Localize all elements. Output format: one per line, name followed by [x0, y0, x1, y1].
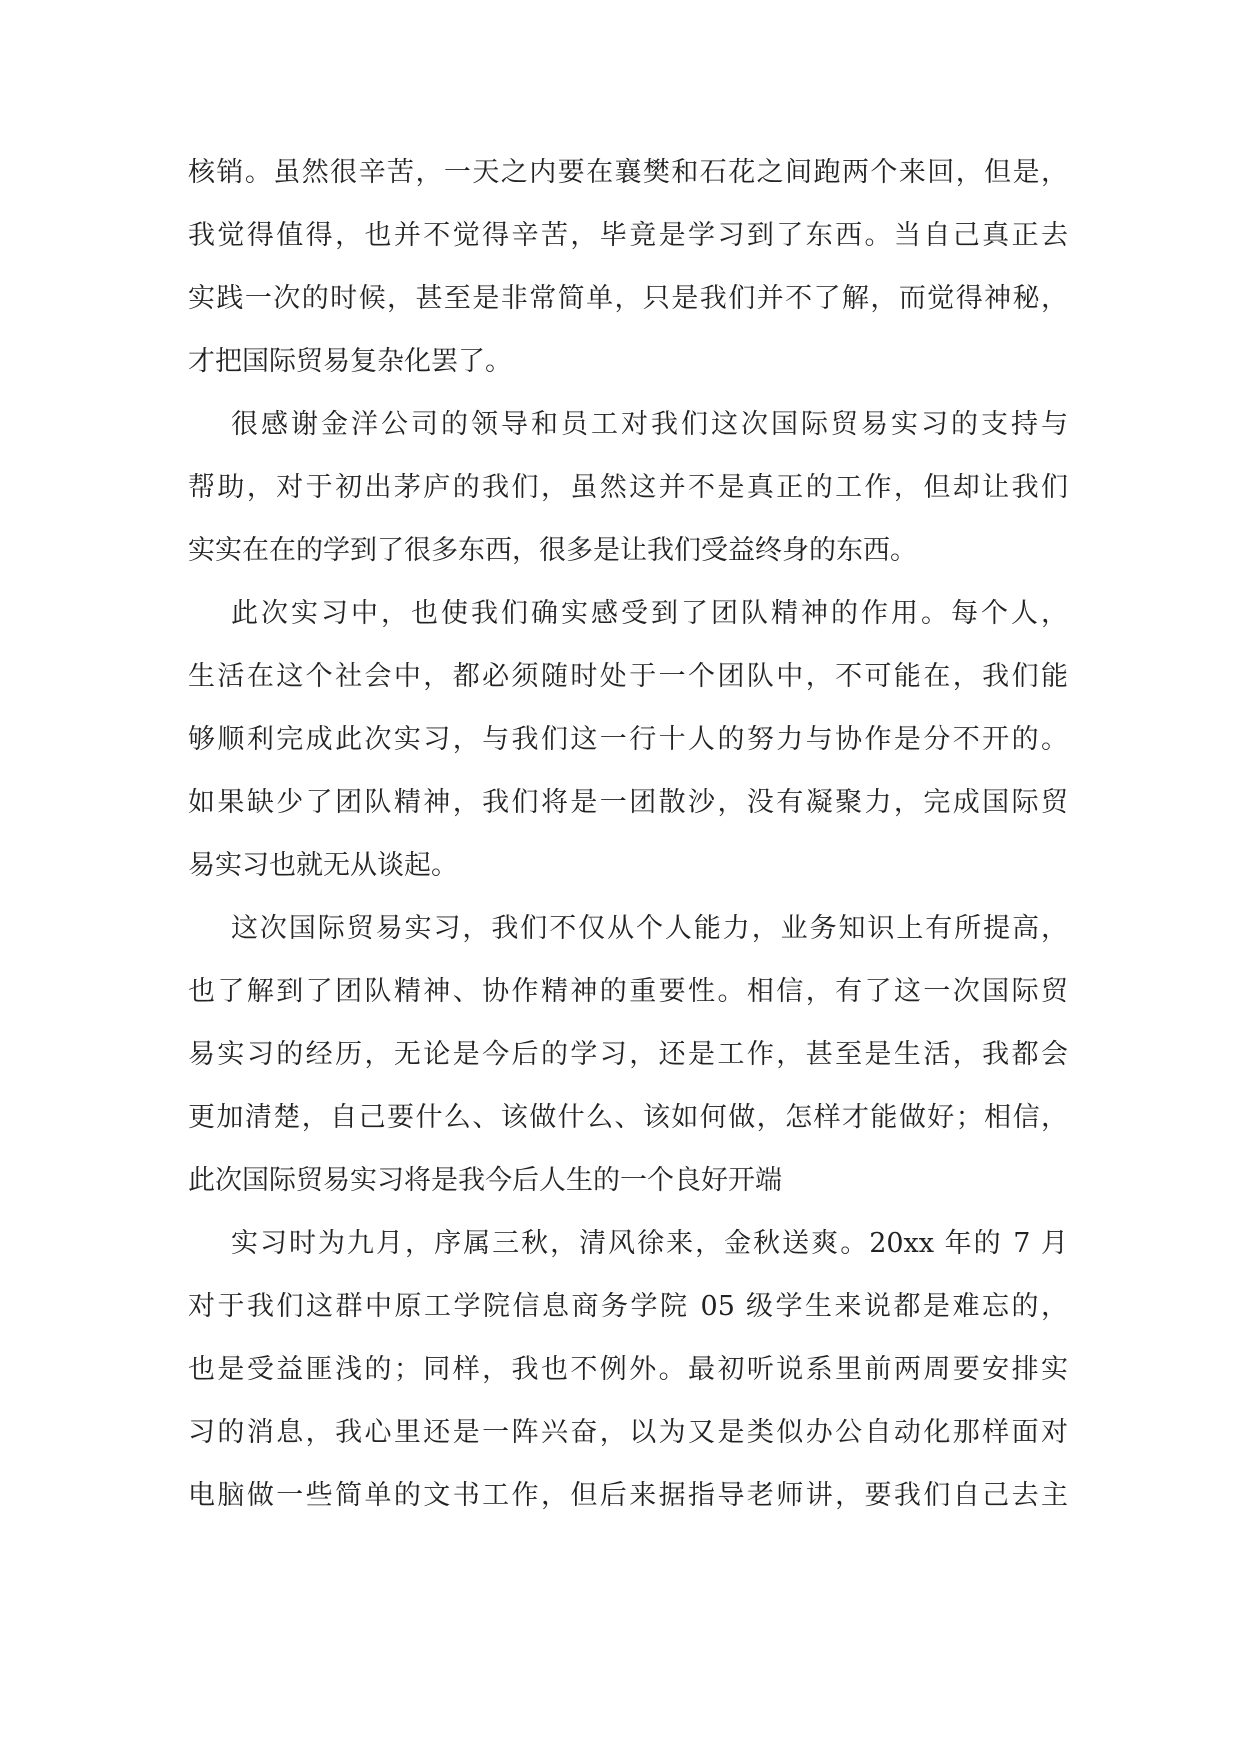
text-line: 更加清楚，自己要什么、该做什么、该如何做，怎样才能做好；相信，: [188, 1102, 1068, 1133]
text-line: 此次实习中，也使我们确实感受到了团队精神的作用。每个人，: [231, 598, 1068, 629]
text-line: 生活在这个社会中，都必须随时处于一个团队中，不可能在，我们能: [188, 661, 1068, 692]
text-line: 电脑做一些简单的文书工作，但后来据指导老师讲，要我们自己去主: [188, 1480, 1068, 1511]
text-line: 实习时为九月，序属三秋，清风徐来，金秋送爽。20xx 年的 7 月: [231, 1228, 1068, 1259]
text-line: 这次国际贸易实习，我们不仅从个人能力，业务知识上有所提高，: [231, 913, 1068, 944]
paragraph-5: [188, 1212, 1068, 1527]
text-line: 很感谢金洋公司的领导和员工对我们这次国际贸易实习的支持与: [231, 409, 1068, 440]
text-line: 也是受益匪浅的；同样，我也不例外。最初听说系里前两周要安排实: [188, 1354, 1068, 1385]
paragraph-2: [188, 393, 1068, 582]
text-line: 我觉得值得，也并不觉得辛苦，毕竟是学习到了东西。当自己真正去: [188, 220, 1068, 251]
text-line: 才把国际贸易复杂化罢了。: [188, 346, 512, 377]
paragraph-4: [188, 897, 1068, 1212]
text-line: 够顺利完成此次实习，与我们这一行十人的努力与协作是分不开的。: [188, 724, 1068, 755]
text-line: 习的消息，我心里还是一阵兴奋，以为又是类似办公自动化那样面对: [188, 1417, 1068, 1448]
text-line: 对于我们这群中原工学院信息商务学院 05 级学生来说都是难忘的，: [188, 1291, 1068, 1322]
text-line: 核销。虽然很辛苦，一天之内要在襄樊和石花之间跑两个来回，但是，: [188, 157, 1068, 188]
text-line: 也了解到了团队精神、协作精神的重要性。相信，有了这一次国际贸: [188, 976, 1068, 1007]
paragraph-3: [188, 582, 1068, 897]
text-line: 易实习的经历，无论是今后的学习，还是工作，甚至是生活，我都会: [188, 1039, 1068, 1070]
text-line: 此次国际贸易实习将是我今后人生的一个良好开端: [188, 1165, 782, 1196]
document-body: [188, 141, 1068, 1527]
text-line: 帮助，对于初出茅庐的我们，虽然这并不是真正的工作，但却让我们: [188, 472, 1068, 503]
paragraph-1: [188, 141, 1068, 393]
text-line: 实践一次的时候，甚至是非常简单，只是我们并不了解，而觉得神秘，: [188, 283, 1068, 314]
text-line: 如果缺少了团队精神，我们将是一团散沙，没有凝聚力，完成国际贸: [188, 787, 1068, 818]
text-line: 易实习也就无从谈起。: [188, 850, 458, 881]
text-line: 实实在在的学到了很多东西，很多是让我们受益终身的东西。: [188, 535, 917, 566]
